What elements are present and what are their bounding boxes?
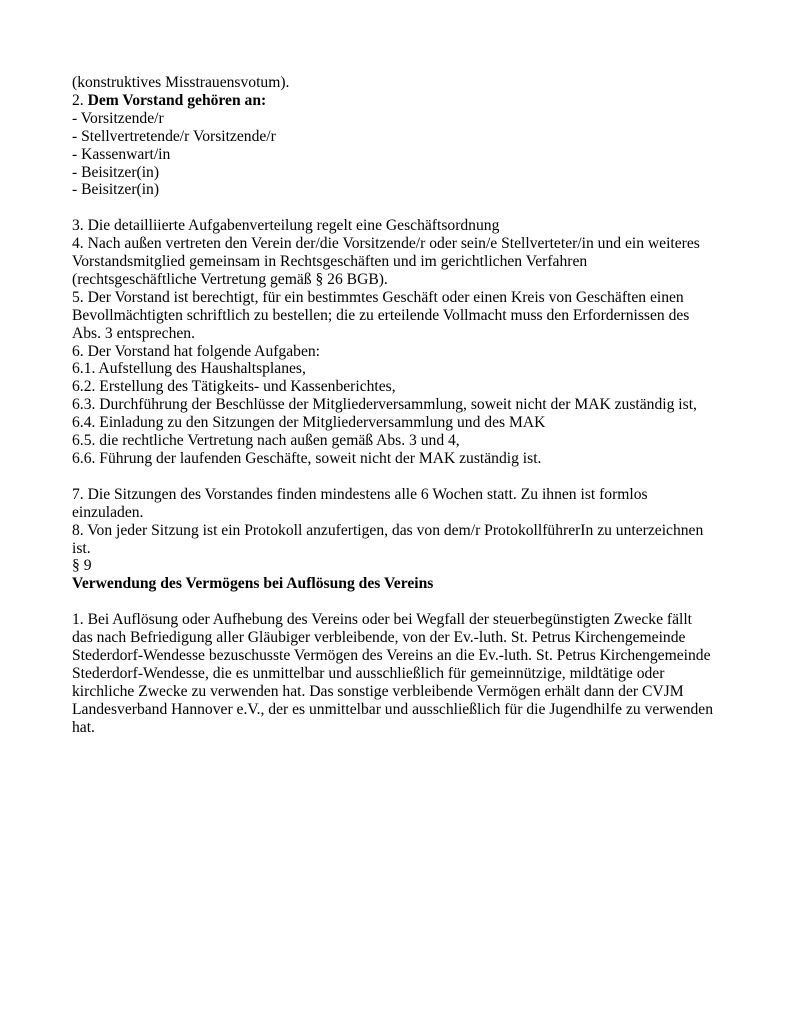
paragraph-8: 8. Von jeder Sitzung ist ein Protokoll anzufertigen, das von dem/r ProtokollführerIn zu unterzeichnen ist. [72, 521, 704, 557]
section-6-aufgaben [72, 343, 714, 468]
section-9-heading-block [72, 557, 714, 593]
section-9-paragraph-1: 1. Bei Auflösung oder Aufhebung des Vereins oder bei Wegfall der steuerbegünstigten Zwecke fällt das nach Befriedigung aller Gläubiger verbleibende, von der Ev.-luth. St. Petrus Kirchengemeinde Stederdorf-Wendesse bezuschusste Vermögen des Vereins an die Ev.-luth. St. Petrus Kirchengemeinde Stederdorf-Wendesse, die es unmittelbar und ausschließlich für gemeinnützige, mildtätige oder kirchliche Zwecke zu verwenden hat. Das sonstige verbleibende Vermögen erhält dann der CVJM Landesverband Hannover e.V., der es unmittelbar und ausschließlich für die Jugendhilfe zu verwenden hat. [72, 611, 714, 736]
list-item: - Beisitzer(in) [72, 181, 160, 199]
paragraph-7: 7. Die Sitzungen des Vorstandes finden mindestens alle 6 Wochen statt. Zu ihnen ist formlos einzuladen. [72, 485, 648, 521]
list-item: 6.4. Einladung zu den Sitzungen der Mitgliederversammlung und des MAK [72, 414, 546, 432]
section-9-number: § 9 [72, 557, 92, 575]
list-item: - Stellvertretende/r Vorsitzende/r [72, 127, 276, 145]
list-item: 6.1. Aufstellung des Haushaltsplanes, [72, 360, 306, 378]
section-9-title: Verwendung des Vermögens bei Auflösung des Vereins [72, 575, 434, 593]
paragraph-3: 3. Die detailliierte Aufgabenverteilung regelt eine Geschäftsordnung [72, 217, 500, 235]
list-item: 6.2. Erstellung des Tätigkeits- und Kassenberichtes, [72, 378, 396, 396]
section-6-heading: 6. Der Vorstand hat folgende Aufgaben: [72, 342, 320, 360]
list-item: 6.5. die rechtliche Vertretung nach außen gemäß Abs. 3 und 4, [72, 432, 460, 450]
section-2-heading [72, 92, 714, 110]
list-item: 6.6. Führung der laufenden Geschäfte, soweit nicht der MAK zuständig ist. [72, 450, 542, 468]
list-item: - Beisitzer(in) [72, 163, 160, 181]
list-item: - Kassenwart/in [72, 145, 171, 163]
section-2-title: Dem Vorstand gehören an: [87, 91, 267, 109]
paragraph-5: 5. Der Vorstand ist berechtigt, für ein bestimmtes Geschäft oder einen Kreis von Geschäften einen Bevollmächtigten schriftlich zu bestellen; die zu erteilende Vollmacht muss den Erfordernissen des Abs. 3 entsprechen. [72, 288, 690, 342]
section-2-number: 2. [72, 91, 88, 109]
list-item: - Vorsitzende/r [72, 109, 164, 127]
paragraph-4: 4. Nach außen vertreten den Verein der/die Vorsitzende/r oder sein/e Stellverteter/in und ein weiteres Vorstandsmitglied gemeinsam in Rechtsgeschäften und im gerichtlichen Verfahren (rechtsgeschäftliche Vertretung gemäß § 26 BGB). [72, 235, 700, 288]
list-item: 6.3. Durchführung der Beschlüsse der Mitgliederversammlung, soweit nicht der MAK zuständig ist, [72, 396, 697, 414]
paragraph-misstrauensvotum: (konstruktives Misstrauensvotum). [72, 74, 290, 91]
section-2-vorstand [72, 92, 714, 199]
